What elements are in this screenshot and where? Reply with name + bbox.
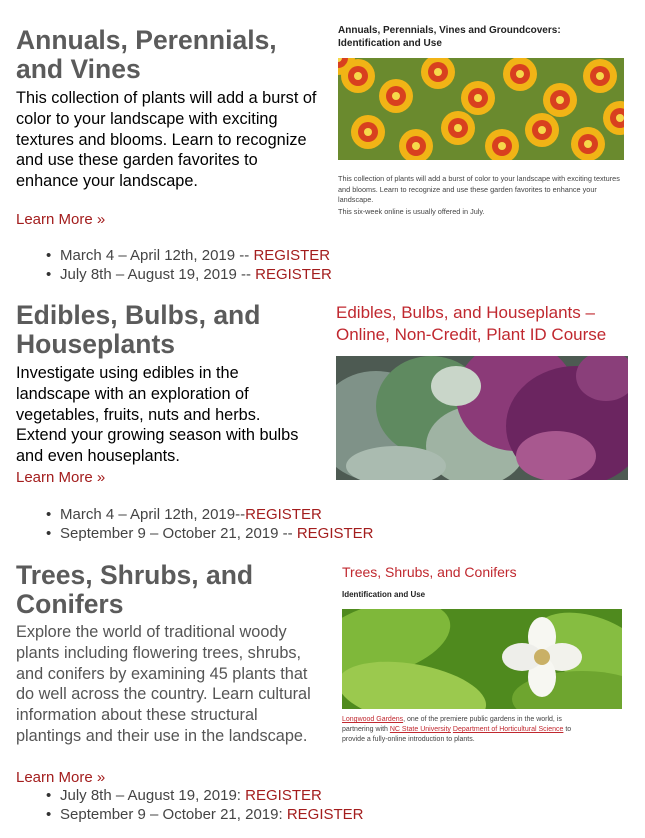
card-description: Longwood Gardens, one of the premiere public gardens in the world, is partnering with NC State University Department of Horticultural Science to provide a fully-online introduction to plants. (342, 716, 572, 743)
register-link[interactable]: REGISTER (245, 787, 322, 804)
card-title: Edibles, Bulbs, and Houseplants – Online, Non-Credit, Plant ID Course (336, 303, 607, 344)
section-description: This collection of plants will add a burst of color to your landscape with exciting textures and blooms. Learn to recognize and use these garden favorites to enhance your landscape. (16, 89, 317, 191)
card-description: This collection of plants will add a burst of color to your landscape with exciting textures and blooms. Learn to recognize and use these garden favorites to enhance your landscape. (338, 174, 620, 204)
register-link[interactable]: REGISTER (296, 525, 374, 542)
section-title: Edibles, Bulbs, and Houseplants (16, 300, 261, 359)
section-title: Annuals, Perennials, and Vines (16, 25, 277, 84)
date-item: • July 8th – August 19, 2019: REGISTER (46, 786, 364, 805)
register-link[interactable]: REGISTER (245, 506, 322, 523)
date-item: • September 9 – October 21, 2019 -- REGISTER (46, 524, 374, 543)
longwood-gardens-link[interactable]: Longwood Gardens (342, 716, 404, 723)
date-item: • March 4 – April 12th, 2019--REGISTER (46, 505, 374, 524)
nc-state-link[interactable]: NC State University (389, 726, 451, 733)
card-subtitle: Identification and Use (342, 590, 426, 599)
card-title: Annuals, Perennials, Vines and Groundcovers: Identification and Use (338, 25, 561, 49)
course-card[interactable] (342, 563, 626, 745)
section-description: Explore the world of traditional woody plants including flowering trees, shrubs, and conifers by examining 45 plants that do well across the country. Learn cultural information about these structural plantings and their use in the landscape. (16, 623, 311, 745)
horticultural-science-link[interactable]: Department of Horticultural Science (452, 726, 564, 733)
learn-more-link[interactable]: Learn More » (16, 211, 106, 228)
register-link[interactable]: REGISTER (255, 266, 332, 283)
dogwood-flower-image (342, 609, 622, 709)
section-title: Trees, Shrubs, and Conifers (16, 560, 254, 619)
date-list (46, 786, 364, 824)
section-description: Investigate using edibles in the landscape with an exploration of vegetables, fruits, nuts and herbs. Extend your growing season with bulbs and even houseplants. (16, 364, 299, 466)
date-item: • September 9 – October 21, 2019: REGISTER (46, 805, 364, 824)
register-link[interactable]: REGISTER (286, 806, 364, 823)
date-item: • July 8th – August 19, 2019 -- REGISTER (46, 265, 332, 284)
date-item: • March 4 – April 12th, 2019 -- REGISTER (46, 246, 332, 265)
learn-more-link[interactable]: Learn More » (16, 769, 106, 786)
card-note: This six-week online is usually offered in July. (338, 206, 485, 216)
learn-more-link[interactable]: Learn More » (16, 469, 106, 486)
card-title: Trees, Shrubs, and Conifers (342, 564, 517, 580)
register-link[interactable]: REGISTER (253, 247, 331, 264)
